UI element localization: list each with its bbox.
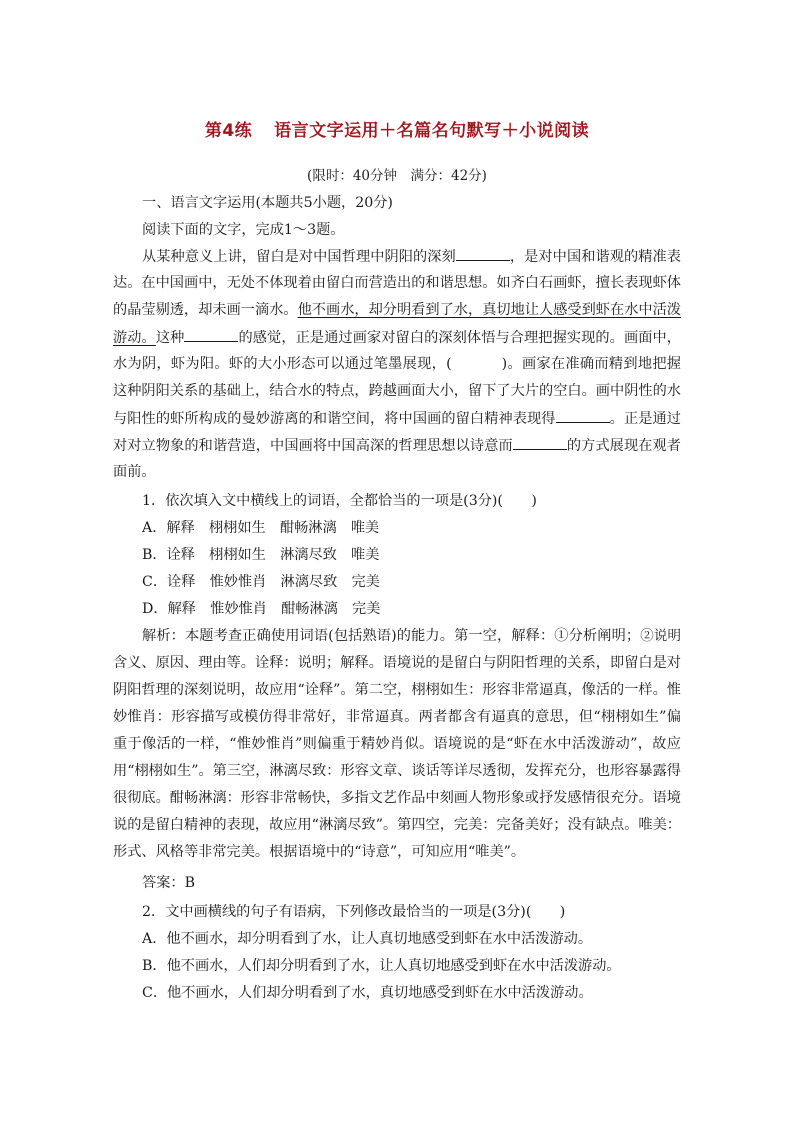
answer-1: 答案：B xyxy=(142,875,195,891)
passage-line-4: 游动。这种 的感觉，正是通过画家对留白的深刻体悟与合理把握实现的。画面中， xyxy=(113,327,681,348)
fill-blank-2 xyxy=(184,327,238,342)
fill-blank-3 xyxy=(556,408,610,423)
analysis-line-3: 阴阳哲理的深刻说明，故应用“诠释”。第二空，栩栩如生：形容非常逼真，像活的一样。惟 xyxy=(113,682,681,698)
underlined-sentence: 他不画水，却分明看到了水，真切地让人感受到虾在水中活泼 xyxy=(297,302,681,318)
analysis-line-7: 很彻底。酣畅淋漓：形容非常畅快，多指文艺作品中刻画人物形象或抒发感情很充分。语境 xyxy=(113,790,681,806)
passage-line-5: 水为阴，虾为阳。虾的大小形态可以通过笔墨展现，( )。画家在准确而精到地把握 xyxy=(113,356,681,372)
analysis-line-6: 用“栩栩如生”。第三空，淋漓尽致：形容文章、谈话等详尽透彻，发挥充分，也形容暴露得 xyxy=(113,763,681,779)
question-2-option-c: C．他不画水，人们却分明看到了水，真切地感受到虾在水中活泼游动。 xyxy=(142,985,593,1001)
underlined-sentence-end: 游动。 xyxy=(113,330,156,346)
time-score-limit: (限时：40分钟 满分：42分) xyxy=(307,168,487,184)
page-title xyxy=(0,116,794,141)
question-1-option-c: C．诠释 惟妙惟肖 淋漓尽致 完美 xyxy=(142,574,380,590)
passage-line-6: 这种阴阳关系的基础上，结合水的特点，跨越画面大小，留下了大片的空白。画中阴性的水 xyxy=(113,383,681,399)
passage-line-3: 的晶莹剔透，却未画一滴水。他不画水，却分明看到了水，真切地让人感受到虾在水中活泼 xyxy=(113,302,681,318)
section-heading: 一、语言文字运用(本题共5小题，20分) xyxy=(142,195,393,211)
passage-line-1: 从某种意义上讲，留白是对中国哲理中阴阳的深刻 ，是对中国和谐观的精准表 xyxy=(142,246,681,267)
question-1-option-a: A．解释 栩栩如生 酣畅淋漓 唯美 xyxy=(142,520,380,536)
question-1-option-d: D．解释 惟妙惟肖 酣畅淋漓 完美 xyxy=(142,601,381,617)
question-2-option-b: B．他不画水，人们却分明看到了水，让人真切地感受到虾在水中活泼游动。 xyxy=(142,958,621,974)
question-1-stem: 1．依次填入文中横线上的词语，全都恰当的一项是(3分)( ) xyxy=(142,493,537,509)
passage-line-7: 与阳性的虾所构成的曼妙游离的和谐空间，将中国画的留白精神表现得 。正是通过 xyxy=(113,408,681,429)
passage-line-8: 对对立物象的和谐营造，中国画将中国高深的哲理思想以诗意而 的方式展现在观者 xyxy=(113,435,681,456)
analysis-line-1: 解析：本题考查正确使用词语(包括熟语)的能力。第一空，解释：①分析阐明；②说明 xyxy=(142,628,682,644)
question-2-option-a: A．他不画水，却分明看到了水，让人真切地感受到虾在水中活泼游动。 xyxy=(142,931,593,947)
fill-blank-1 xyxy=(456,246,510,261)
passage-line-9: 面前。 xyxy=(113,464,156,480)
question-2-stem: 2．文中画横线的句子有语病，下列修改最恰当的一项是(3分)( ) xyxy=(142,904,566,920)
passage-line-2: 达。在中国画中，无处不体现着由留白而营造出的和谐思想。如齐白石画虾，擅长表现虾体 xyxy=(113,275,681,291)
title-lesson-number: 第4练 xyxy=(204,121,253,141)
analysis-line-8: 说的是留白精神的表现，故应用“淋漓尽致”。第四空，完美：完备美好；没有缺点。唯美： xyxy=(113,817,681,833)
reading-instruction: 阅读下面的文字，完成1～3题。 xyxy=(142,222,345,238)
analysis-line-5: 重于像活的一样，“惟妙惟肖”则偏重于精妙肖似。语境说的是“虾在水中活泼游动”，故应 xyxy=(113,736,681,752)
title-topic: 语言文字运用＋名篇名句默写＋小说阅读 xyxy=(274,121,590,141)
analysis-line-2: 含义、原因、理由等。诠释：说明；解释。语境说的是留白与阴阳哲理的关系，即留白是对 xyxy=(113,655,681,671)
fill-blank-4 xyxy=(513,435,567,450)
analysis-line-4: 妙惟肖：形容描写或模仿得非常好，非常逼真。两者都含有逼真的意思，但“栩栩如生”偏 xyxy=(113,709,681,725)
question-1-option-b: B．诠释 栩栩如生 淋漓尽致 唯美 xyxy=(142,547,380,563)
analysis-line-9: 形式、风格等非常完美。根据语境中的“诗意”，可知应用“唯美”。 xyxy=(113,844,526,860)
